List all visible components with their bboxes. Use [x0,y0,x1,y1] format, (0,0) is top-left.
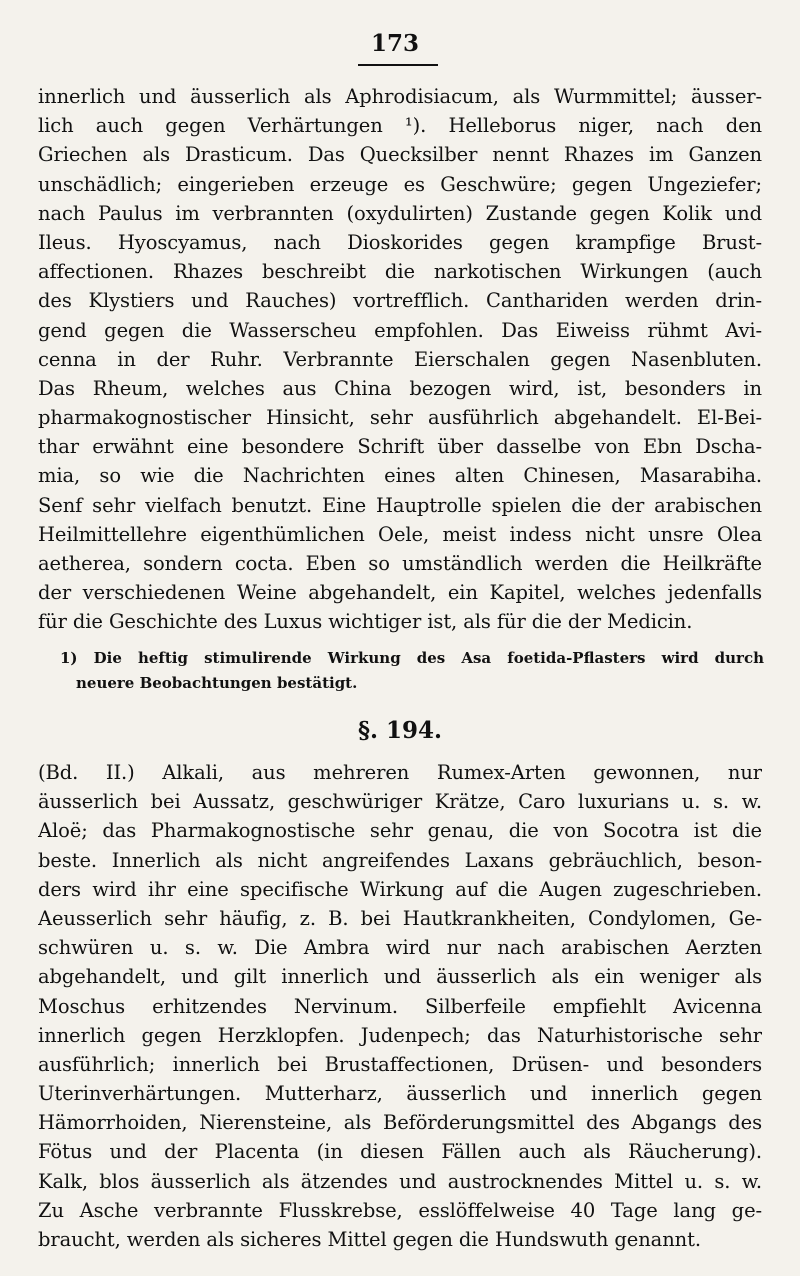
section-heading: §. 194. [357,717,443,744]
paragraph-1 [38,82,762,637]
text-line: Zu Asche verbrannte Flusskrebse, esslöffelweise 40 Tage lang ge- [38,1198,762,1222]
footnote-line: neuere Beobachtungen bestätigt. [76,674,358,692]
text-line: affectionen. Rhazes beschreibt die narkotischen Wirkungen (auch [38,260,762,284]
text-line: Moschus erhitzendes Nervinum. Silberfeile empfiehlt Avicenna [38,994,762,1018]
text-line: unschädlich; eingerieben erzeuge es Geschwüre; gegen Ungeziefer; [38,172,762,196]
text-line: Das Rheum, welches aus China bezogen wird, ist, besonders in [38,376,762,400]
paragraph-2 [38,758,762,1254]
footnote-line: 1) Die heftig stimulirende Wirkung des Asa foetida-Pflasters wird durch [60,649,764,667]
text-line: schwüren u. s. w. Die Ambra wird nur nach arabischen Aerzten [38,936,762,960]
text-line: innerlich und äusserlich als Aphrodisiacum, als Wurmmittel; äusser- [38,85,762,108]
text-line: braucht, werden als sicheres Mittel gegen die Hundswuth genannt. [38,1228,701,1251]
text-line: ausführlich; innerlich bei Brustaffectionen, Drüsen- und besonders [38,1052,762,1076]
text-line: der verschiedenen Weine abgehandelt, ein Kapitel, welches jedenfalls [38,581,762,605]
text-line: (Bd. II.) Alkali, aus mehreren Rumex-Arten gewonnen, nur [38,761,762,784]
text-line: äusserlich bei Aussatz, geschwüriger Krätze, Caro luxurians u. s. w. [38,790,762,814]
text-line: abgehandelt, und gilt innerlich und äusserlich als ein weniger als [38,965,762,989]
page-number: 173 [370,30,419,57]
footnote [60,646,764,696]
text-line: lich auch gegen Verhärtungen ¹). Helleborus niger, nach den [38,114,762,138]
text-line: aetherea, sondern cocta. Eben so umständlich werden die Heilkräfte [38,552,762,575]
text-line: nach Paulus im verbrannten (oxydulirten) Zustande gegen Kolik und [38,201,762,225]
text-line: cenna in der Ruhr. Verbrannte Eierschalen gegen Nasenbluten. [38,347,762,371]
text-line: thar erwähnt eine besondere Schrift über dasselbe von Ebn Dscha- [38,435,762,459]
text-line: Uterinverhärtungen. Mutterharz, äusserlich und innerlich gegen [38,1082,762,1106]
header-rule [358,64,438,66]
text-line: pharmakognostischer Hinsicht, sehr ausführlich abgehandelt. El-Bei- [38,406,762,430]
text-line: Aeusserlich sehr häufig, z. B. bei Hautkrankheiten, Condylomen, Ge- [38,906,762,930]
text-line: innerlich gegen Herzklopfen. Judenpech; das Naturhistorische sehr [38,1023,762,1047]
text-line: Senf sehr vielfach benutzt. Eine Hauptrolle spielen die der arabischen [38,493,762,517]
text-line: Griechen als Drasticum. Das Quecksilber nennt Rhazes im Ganzen [38,143,762,167]
text-line: Kalk, blos äusserlich als ätzendes und austrocknendes Mittel u. s. w. [38,1169,762,1193]
text-line: des Klystiers und Rauches) vortrefflich. Canthariden werden drin- [38,289,762,313]
text-line: Fötus und der Placenta (in diesen Fällen auch als Räucherung). [38,1140,762,1164]
text-line: Heilmittellehre eigenthümlichen Oele, meist indess nicht unsre Olea [38,522,762,546]
text-line: Ileus. Hyoscyamus, nach Dioskorides gegen krampfige Brust- [38,230,762,254]
text-line: Aloë; das Pharmakognostische sehr genau, die von Socotra ist die [38,819,762,843]
text-line: ders wird ihr eine specifische Wirkung auf die Augen zugeschrieben. [38,877,762,901]
text-line: gend gegen die Wasserscheu empfohlen. Das Eiweiss rühmt Avi- [38,318,762,342]
text-line: Hämorrhoiden, Nierensteine, als Beförderungsmittel des Abgangs des [38,1111,762,1135]
text-line: beste. Innerlich als nicht angreifendes Laxans gebräuchlich, beson- [38,848,762,872]
text-line: für die Geschichte des Luxus wichtiger ist, als für die der Medicin. [38,610,693,634]
text-line: mia, so wie die Nachrichten eines alten Chinesen, Masarabiha. [38,464,762,488]
